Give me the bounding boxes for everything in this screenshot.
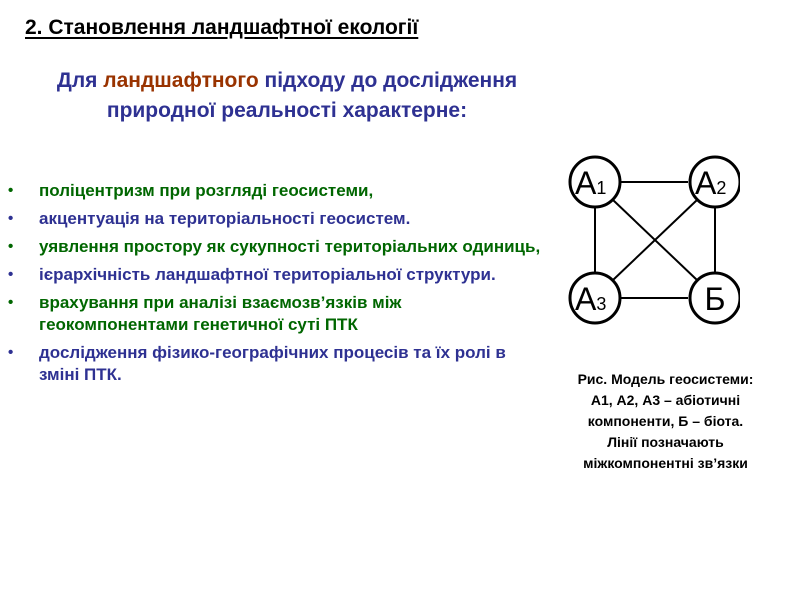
bullet-item	[0, 236, 545, 258]
bullet-item	[0, 292, 545, 336]
bullet-icon: •	[8, 210, 14, 227]
bullet-text: акцентуація на територіальності геосистем.	[39, 209, 411, 228]
bullet-text: поліцентризм при розгляді геосистеми,	[39, 181, 374, 200]
node-a2-label: А	[695, 165, 717, 201]
bullet-icon: •	[8, 182, 14, 199]
bullet-item	[0, 264, 545, 286]
bullet-text: ієрархічність ландшафтної територіальної структури.	[39, 265, 496, 284]
bullet-text: дослідження фізико-географічних процесів та їх ролі в зміні ПТК.	[39, 343, 506, 384]
bullet-icon: •	[8, 294, 14, 311]
geosystem-diagram	[560, 150, 740, 330]
figure-caption	[553, 369, 778, 474]
intro-text	[28, 66, 546, 126]
bullet-item	[0, 208, 545, 230]
node-b-label: Б	[704, 281, 726, 317]
intro-accent: ландшафтного	[103, 69, 259, 92]
node-a3-label: А	[575, 281, 597, 317]
intro-after: підходу до дослідження природної реальності характерне:	[106, 69, 518, 122]
bullet-icon: •	[8, 238, 14, 255]
bullet-item	[0, 342, 545, 386]
bullet-text: уявлення простору як сукупності територіальних одиниць,	[39, 237, 541, 256]
node-a3-sub: 3	[596, 294, 607, 314]
bullet-list	[0, 180, 545, 392]
bullet-icon: •	[8, 266, 14, 283]
bullet-text: врахування при аналізі взаємозв’язків між геокомпонентами генетичної суті ПТК	[39, 293, 402, 334]
svg-text:Б	[705, 281, 726, 317]
caption-line-1: Рис. Модель геосистеми:	[577, 371, 754, 387]
bullet-item	[0, 180, 545, 202]
intro-before: Для	[56, 69, 104, 92]
node-a1-label: А	[575, 165, 597, 201]
slide-title: 2. Становлення ландшафтної екології	[25, 16, 419, 39]
caption-line-2: А1, А2, А3 – абіотичні компоненти, Б – біота.	[587, 392, 744, 429]
node-a1-sub: 1	[596, 178, 607, 198]
node-a2-sub: 2	[716, 178, 727, 198]
bullet-icon: •	[8, 344, 14, 361]
caption-line-3: Лінії позначають міжкомпонентні зв’язки	[583, 434, 748, 471]
